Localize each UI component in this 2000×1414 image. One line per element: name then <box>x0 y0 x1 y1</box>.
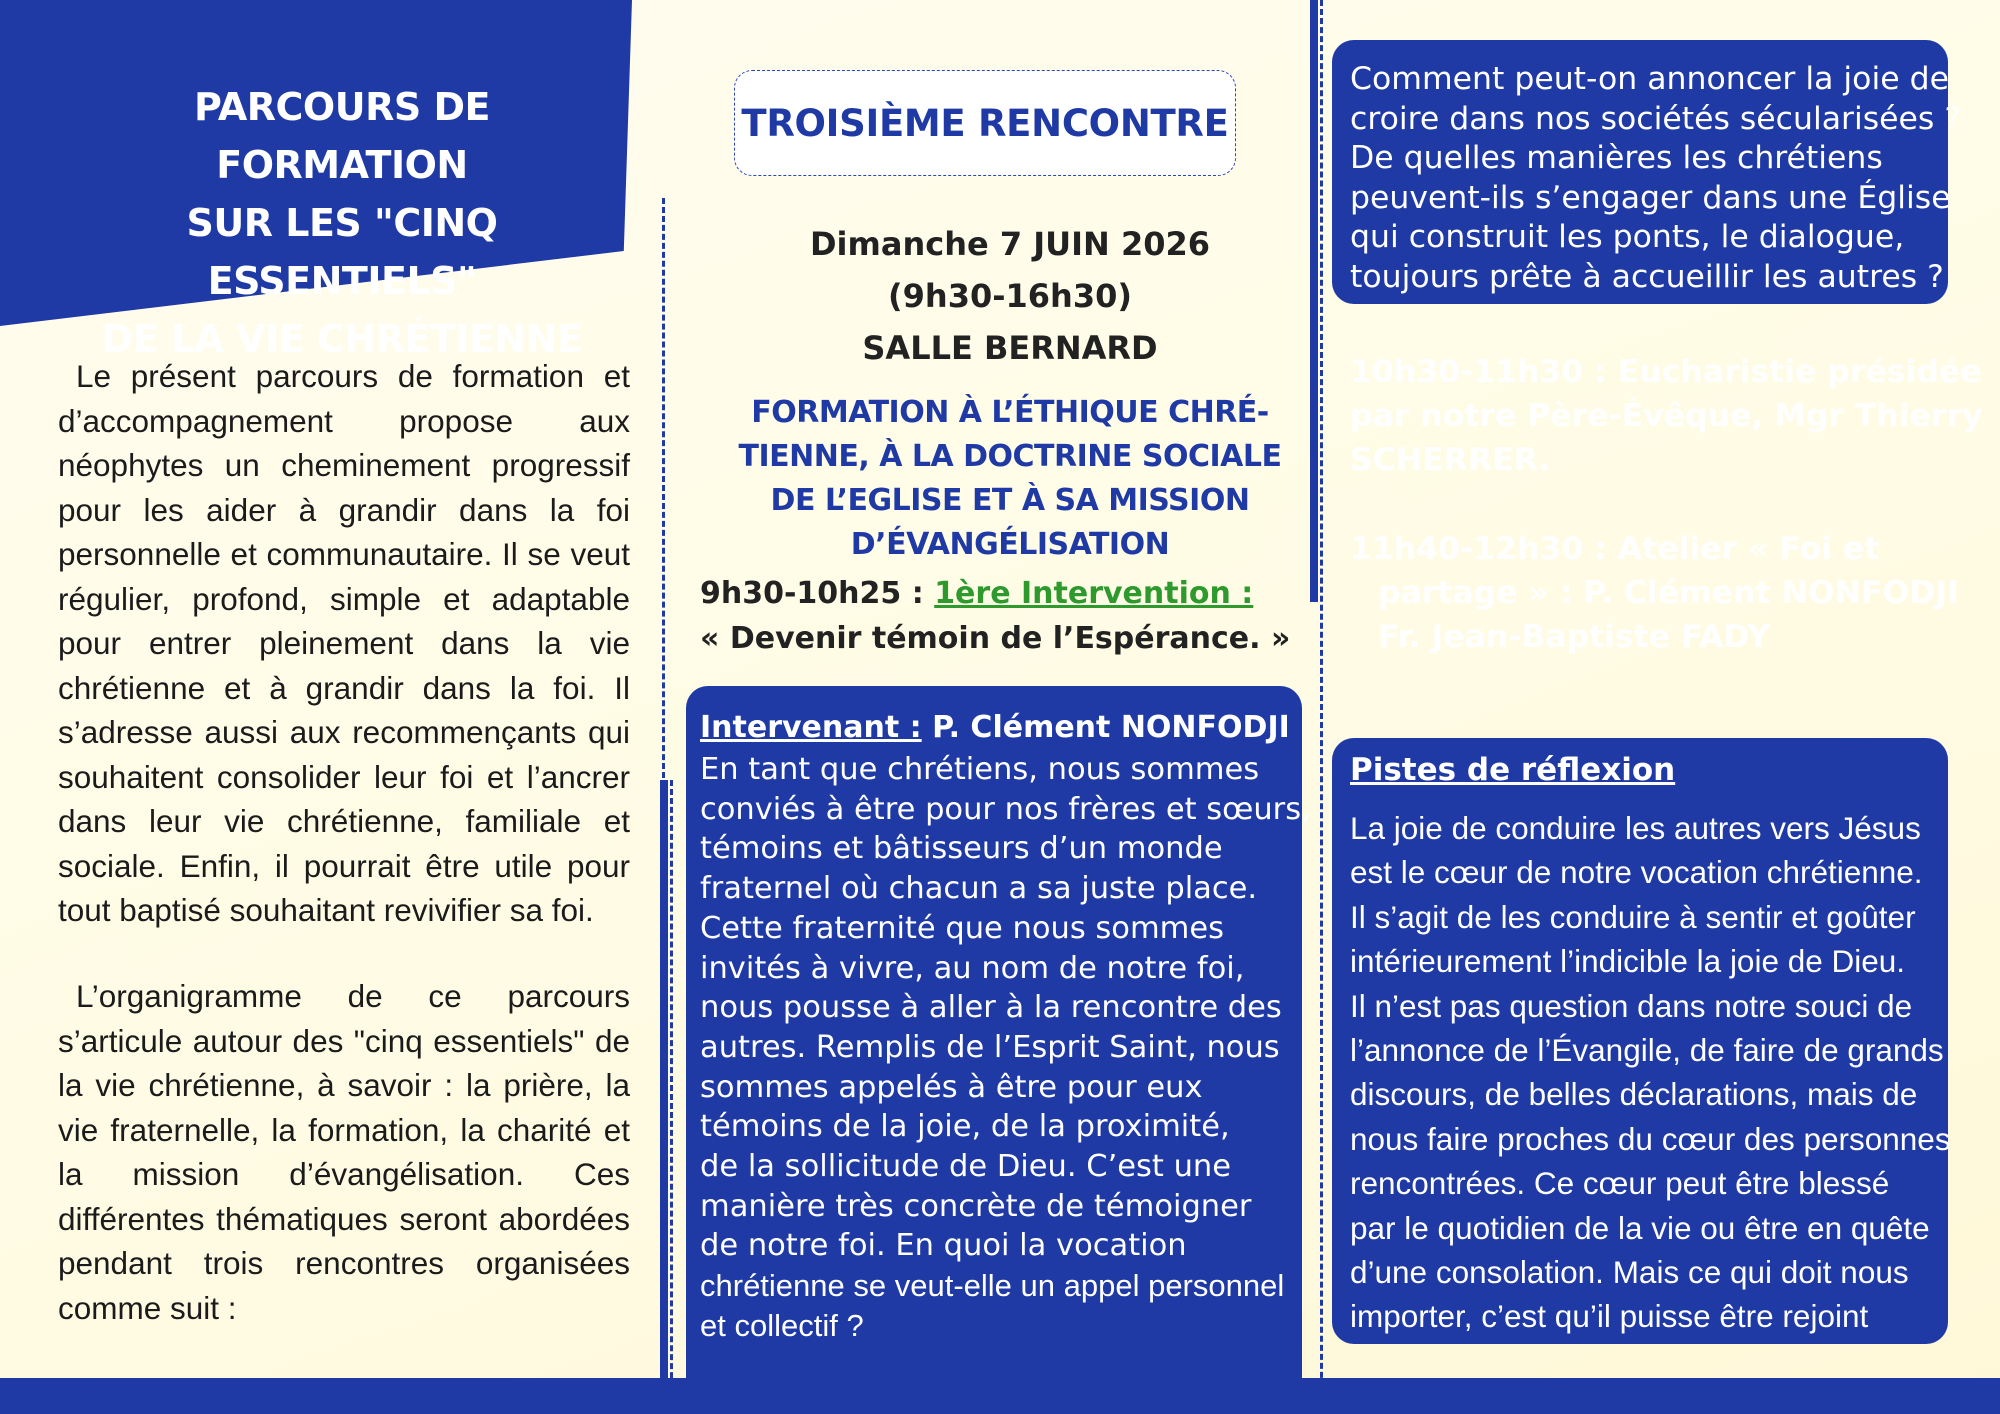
speaker-text-line: fraternel où chacun a sa juste place. <box>700 871 1258 907</box>
questions-line: Comment peut-on annoncer la joie de <box>1350 61 1949 97</box>
schedule-line: 10h30-11h30 : Eucharistie présidée <box>1350 354 1982 390</box>
reflection-line: l’annonce de l’Évangile, de faire de grands <box>1350 1032 1944 1069</box>
formation-title-line: FORMATION À L’ÉTHIQUE CHRÉ- <box>751 395 1269 430</box>
questions-line: croire dans nos sociétés sécularisées ? <box>1350 100 1962 137</box>
schedule-line: SCHERRER. <box>1350 442 1551 478</box>
formation-title <box>690 391 1330 567</box>
formation-title-line: DE L’EGLISE ET À SA MISSION <box>770 483 1250 518</box>
reflection-line: La joie de conduire les autres vers Jésus <box>1350 810 1921 846</box>
formation-title-line: TIENNE, À LA DOCTRINE SOCIALE <box>738 439 1282 474</box>
reflection-line: d’une consolation. Mais ce qui doit nous <box>1350 1254 1909 1291</box>
speaker-text-line: témoins et bâtisseurs d’un monde <box>700 831 1223 867</box>
questions-line: De quelles manières les chrétiens <box>1350 140 1883 177</box>
main-title-line: PARCOURS DE FORMATION <box>194 85 490 187</box>
reflection-line: rencontrées. Ce cœur peut être blessé <box>1350 1165 1890 1202</box>
speaker-name: P. Clément NONFODJI <box>932 710 1290 745</box>
speaker-text-line: sommes appelés à être pour eux <box>700 1069 1203 1105</box>
bottom-bar <box>0 1378 2000 1414</box>
reflection-line: Il s’agit de les conduire à sentir et goûter <box>1350 898 1916 935</box>
meeting-badge <box>734 70 1236 176</box>
main-title-line: DE LA VIE CHRÉTIENNE <box>101 317 583 361</box>
speaker-text-line: invités à vivre, au nom de notre foi, <box>700 950 1245 986</box>
speaker-text-line: manière très concrète de témoigner <box>700 1188 1252 1224</box>
speaker-text <box>700 750 1311 1346</box>
reflection-line: discours, de belles déclarations, mais de <box>1350 1076 1918 1113</box>
organigram-paragraph: L’organigramme de ce parcours s’articule autour des "cinq essentiels" de la vie chrétienne, à savoir : la prière, la vie fraternelle, la formation, la charité et la mission d’évangélisation. Ces différentes thématiques seront abordées pendant trois rencontres organisées comme suit : <box>58 978 630 1326</box>
questions-line: toujours prête à accueillir les autres ? <box>1350 258 1944 295</box>
schedule-workshop <box>1350 527 1959 659</box>
divider-dashed <box>662 198 665 778</box>
reflection-text <box>1350 806 1951 1339</box>
reflection-line: importer, c’est qu’il puisse être rejoint <box>1350 1298 1869 1335</box>
schedule-line: par notre Père-Évêque, Mgr Thierry <box>1350 398 1983 434</box>
speaker-text-line: témoins de la joie, de la proximité, <box>700 1109 1230 1145</box>
formation-title-line: D’ÉVANGÉLISATION <box>850 527 1170 562</box>
schedule-line: 11h40-12h30 : Atelier « Foi et <box>1350 531 1880 567</box>
speaker-text-line: Cette fraternité que nous sommes <box>700 910 1225 946</box>
event-date: Dimanche 7 JUIN 2026 <box>809 225 1211 263</box>
intervention-heading <box>700 576 1340 611</box>
reflection-line: intérieurement l’indicible la joie de Dieu. <box>1350 943 1906 980</box>
questions-text <box>1350 60 1962 298</box>
reflection-line: Il n’est pas question dans notre souci de <box>1350 987 1913 1024</box>
reflection-line: par le quotidien de la vie ou être en quête <box>1350 1209 1930 1246</box>
intervention-label: 1ère Intervention : <box>934 576 1254 611</box>
schedule-line: Fr. Jean-Baptiste FADY <box>1378 619 1771 655</box>
reflection-title: Pistes de réflexion <box>1350 752 1676 788</box>
reflection-line: nous faire proches du cœur des personnes <box>1350 1120 1951 1157</box>
reflection-line: est le cœur de notre vocation chrétienne. <box>1350 854 1923 891</box>
speaker-text-line: et collectif ? <box>700 1307 864 1343</box>
meeting-badge-label: TROISIÈME RENCONTRE <box>741 101 1229 145</box>
speaker-text-line: autres. Remplis de l’Esprit Saint, nous <box>700 1029 1280 1065</box>
questions-line: peuvent-ils s’engager dans une Église <box>1350 179 1951 216</box>
divider-dashed <box>1320 0 1323 1414</box>
speaker-text-line: nous pousse à aller à la rencontre des <box>700 990 1282 1026</box>
speaker-label: Intervenant : <box>700 710 922 745</box>
speaker-text-line: conviés à être pour nos frères et sœurs, <box>700 791 1311 827</box>
event-hours: (9h30-16h30) <box>888 277 1132 315</box>
divider-dashed <box>670 780 673 1414</box>
intervention-title: « Devenir témoin de l’Espérance. » <box>700 621 1291 656</box>
event-place: SALLE BERNARD <box>862 329 1158 367</box>
speaker-text-line: de la sollicitude de Dieu. C’est une <box>700 1149 1231 1185</box>
intervention-time: 9h30-10h25 : <box>700 576 924 611</box>
speaker-heading <box>700 710 1300 745</box>
speaker-text-line: chrétienne se veut-elle un appel personnel <box>700 1268 1285 1304</box>
schedule-line: partage » : P. Clément NONFODJI <box>1378 575 1959 611</box>
questions-line: qui construit les ponts, le dialogue, <box>1350 219 1905 256</box>
speaker-text-line: de notre foi. En quoi la vocation <box>700 1228 1187 1264</box>
schedule-eucharist <box>1350 350 1983 482</box>
main-title-line: SUR LES "CINQ ESSENTIELS" <box>186 201 498 303</box>
speaker-text-line: En tant que chrétiens, nous sommes <box>700 752 1260 787</box>
divider-solid <box>660 780 668 1414</box>
intro-paragraph: Le présent parcours de formation et d’accompagnement propose aux néophytes un cheminement progressif pour les aider à grandir dans la foi personnelle et communautaire. Il se veut régulier, profond, simple et adaptable pour entrer pleinement dans la vie chrétienne et à grandir dans la foi. Il s’adresse aussi aux recommençants qui souhaitent consolider leur foi et l’ancrer dans leur vie chrétienne, familiale et sociale. Enfin, il pourrait être utile pour tout baptisé souhaitant revivifier sa foi. <box>58 358 630 928</box>
main-title <box>72 78 612 368</box>
